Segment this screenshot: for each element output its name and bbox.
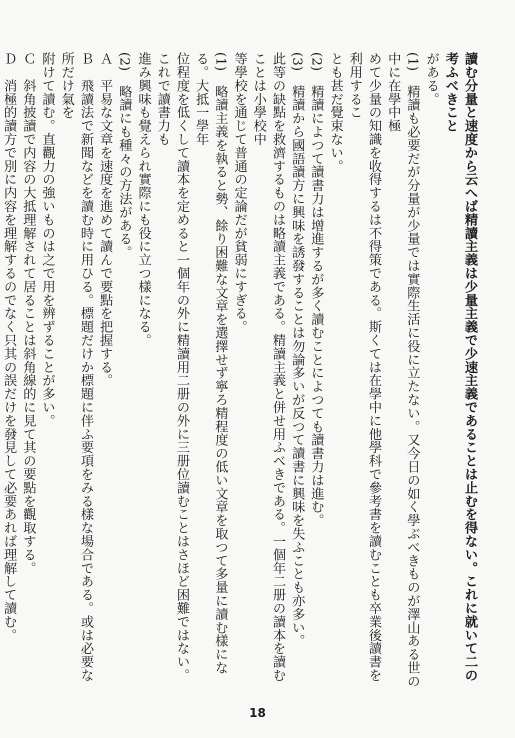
text-line-1: 讀む分量と速度から云へば精讀主義は少量主義で少速主義であることは止むを得ない。これに就いて二の考ふべきこと xyxy=(442,52,477,682)
text-line-11: 位程度を低くして讀本を定めると一個年の外に精讀用二册の外に三册位讀むことはさほど困難ではない。これで讀書力も xyxy=(154,52,189,682)
text-line-18: Ｄ 消極的讀方で別に内容を理解するのでなく只其の誤だけを發見して必要あれば理解して讀む。 xyxy=(1,52,17,642)
text-line-8: 此等の缺點を救濟するものは略讀主義である。精讀主義と併せ用ふべきである。一個年二册の讀本を讀むことは小學校中 xyxy=(250,52,285,682)
text-line-16: 附けて讀む。直觀力の強いものは之で用を辨ずることが多い。 xyxy=(39,52,55,428)
vertical-text-body xyxy=(1,52,479,692)
text-line-2: がある。 xyxy=(423,52,439,106)
text-line-4: めて少量の知識を收得するは不得策である。斯くては在學中に他學科で參考書を讀むことも卒業後讀書を利用するこ xyxy=(346,52,381,682)
text-line-3: (1) 精讀も必要だが分量が少量では實際生活に役に立たない。又今日の如く學ぶべきものが澤山ある世の中に在學中極 xyxy=(385,52,420,688)
text-line-17: Ｃ 斜角披讀で内容の大抵理解されて居ることは斜角線的に見て其の要點を觀取する。 xyxy=(20,52,36,575)
text-line-7: (3) 精讀から國語讀方に興味を誘發することは勿論多いが反つて讀書に興味を失ふことも亦多い。 xyxy=(289,52,305,648)
text-line-9: 等學校を通じて普通の定論だが貧弱にすぎる。 xyxy=(231,52,247,334)
text-line-10: (1) 略讀主義を執ると勢、餘り困難な文章を選擇せず寧ろ精程度の低い文章を取つて多量に讀む樣になる。大抵一學年 xyxy=(193,52,228,675)
text-line-15: Ｂ 飛讀法で新聞などを讀む時に用ひる。標題だけか標題に伴ふ要項をみる樣な場合である。或は必要な所だけ氣を xyxy=(58,52,93,682)
text-line-5: とも甚だ覺束ない。 xyxy=(327,52,343,173)
page-number: 18 xyxy=(249,706,266,720)
text-line-14: Ａ 平易な文章を速度を進めて讀んで要點を把握する。 xyxy=(97,52,113,387)
text-line-6: (2) 精讀によつて讀書力は增進するが多く讀むことによつても讀書力は進む。 xyxy=(308,52,324,527)
text-line-12: 進み興味も覺えられ實際にも役に立つ樣になる。 xyxy=(135,52,151,347)
text-line-13: (2) 略讀にも種々の方法がある。 xyxy=(116,52,132,259)
